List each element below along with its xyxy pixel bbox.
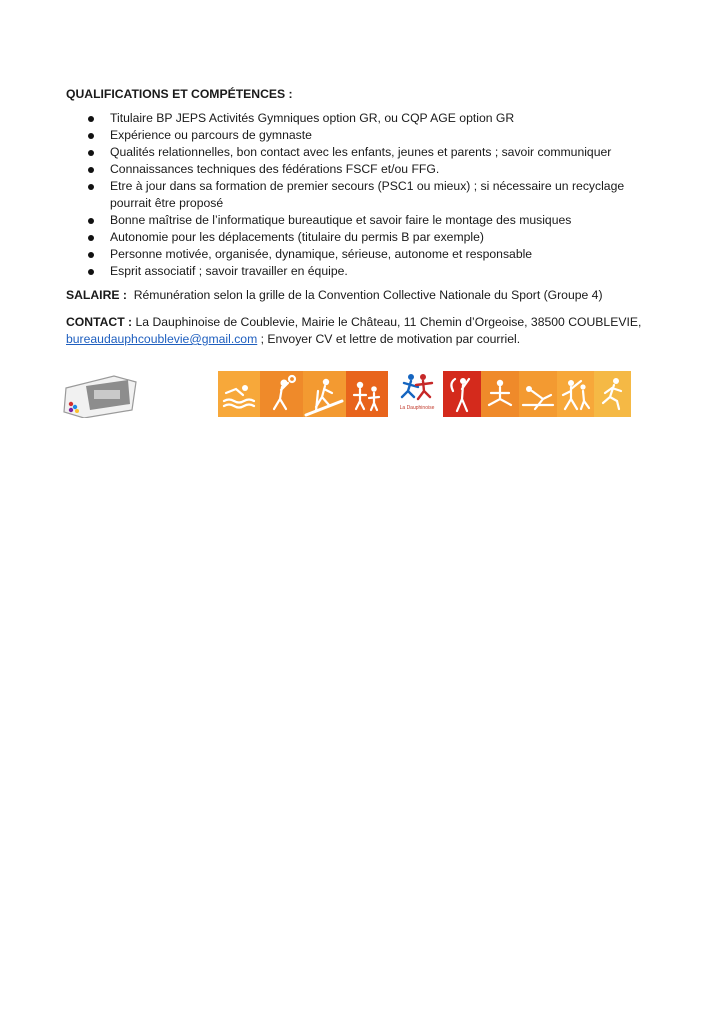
contact-address: La Dauphinoise de Coublevie, Mairie le Château, 11 Chemin d’Orgeoise, 38500 COUBLEVIE, [135, 315, 642, 329]
swimmer-tile [218, 371, 260, 417]
list-item: Expérience ou parcours de gymnaste [66, 127, 666, 144]
brand-name: La Dauphinoise [399, 405, 435, 411]
list-item: Autonomie pour les déplacements (titulaire du permis B par exemple) [66, 229, 666, 246]
list-item: Personne motivée, organisée, dynamique, sérieuse, autonome et responsable [66, 246, 666, 263]
list-item: Esprit associatif ; savoir travailler en équipe. [66, 263, 666, 280]
contact-instructions: ; Envoyer CV et lettre de motivation par courriel. [260, 332, 521, 346]
bullet-icon [88, 116, 94, 122]
bullet-icon [88, 269, 94, 275]
salary-text: Rémunération selon la grille de la Convention Collective Nationale du Sport (Groupe 4) [133, 288, 603, 302]
bullet-icon [88, 235, 94, 241]
contact-paragraph [66, 314, 666, 348]
list-item: Etre à jour dans sa formation de premier secours (PSC1 ou mieux) ; si nécessaire un recyclage pourrait être proposé [66, 178, 666, 212]
salary-label: SALAIRE : [66, 288, 127, 302]
runner-tile [594, 371, 631, 417]
sports-strip-right [443, 371, 631, 417]
dauphinoise-logo [394, 371, 440, 417]
qualifications-list [66, 110, 666, 280]
list-item: Qualités relationnelles, bon contact avec les enfants, jeunes et parents ; savoir communiquer [66, 144, 666, 161]
contact-label: CONTACT : [66, 315, 133, 329]
bullet-icon [88, 252, 94, 258]
bullet-icon [88, 133, 94, 139]
sports-strip-left [218, 371, 388, 417]
children-tile [346, 371, 388, 417]
email-link[interactable]: bureaudauphcoublevie@gmail.com [66, 332, 258, 346]
list-item: Connaissances techniques des fédérations FSCF et/ou FFG. [66, 161, 666, 178]
bullet-icon [88, 184, 94, 190]
bullet-icon [88, 167, 94, 173]
list-item: Bonne maîtrise de l’informatique bureautique et savoir faire le montage des musiques [66, 212, 666, 229]
hiker-tile [303, 371, 346, 417]
salary-paragraph [66, 287, 666, 304]
bullet-icon [88, 150, 94, 156]
list-item: Titulaire BP JEPS Activités Gymniques option GR, ou CQP AGE option GR [66, 110, 666, 127]
bullet-icon [88, 218, 94, 224]
section-heading: QUALIFICATIONS ET COMPÉTENCES : [66, 87, 293, 101]
document-content [66, 86, 666, 358]
logo-banner [62, 371, 602, 419]
label-badge-logo [62, 374, 138, 418]
